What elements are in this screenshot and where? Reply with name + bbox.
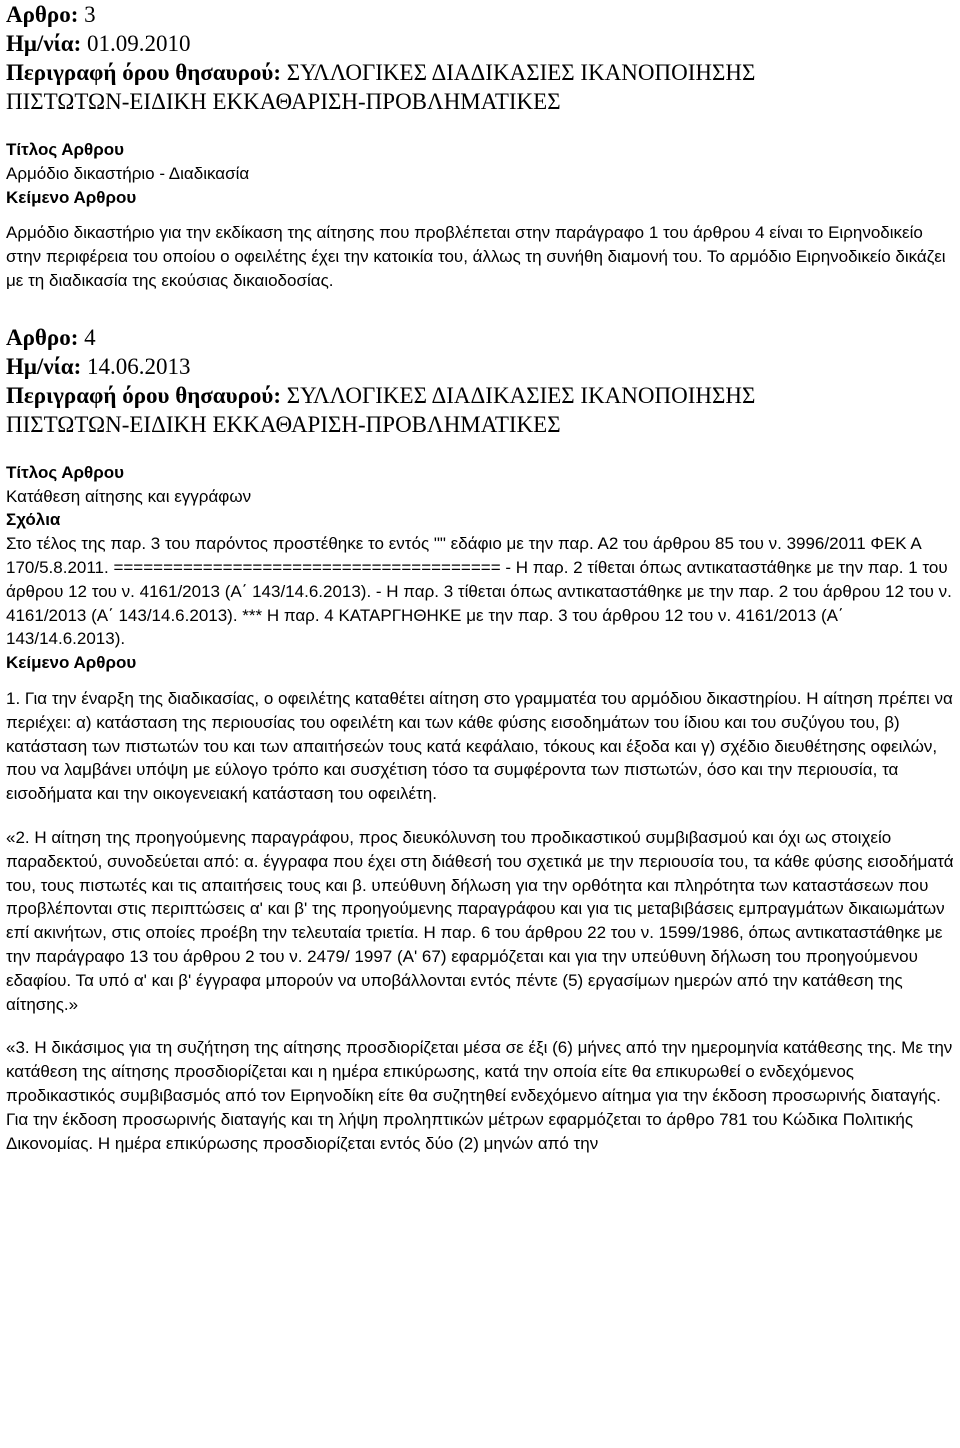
thesaurus-label: Περιγραφή όρου θησαυρού: — [6, 60, 281, 85]
article-3 — [6, 0, 954, 293]
article-title: Κατάθεση αίτησης και εγγράφων — [6, 486, 252, 506]
article-date-line — [6, 352, 954, 381]
article-comments: Στο τέλος της παρ. 3 του παρόντος προστέθηκε το εντός "" εδάφιο με την παρ. Α2 του άρθρου 85 του ν. 3996/2011 ΦΕΚ Α 170/5.8.2011. ======================================= - Η παρ. 2 τίθεται όπως αντικαταστάθηκε με την παρ. 1 του άρθρου 12 του ν. 4161/2013 (Α΄ 143/14.6.2013). - Η παρ. 3 τίθεται όπως αντικαταστάθηκε με την παρ. 2 του άρθρου 12 του ν. 4161/2013 (Α΄ 143/14.6.2013). *** Η παρ. 4 ΚΑΤΑΡΓΗΘΗΚΕ με την παρ. 3 του άρθρου 12 του ν. 4161/2013 (Α΄ 143/14.6.2013). — [6, 534, 952, 649]
article-label: Αρθρο: — [6, 2, 79, 27]
article-date: 14.06.2013 — [86, 353, 191, 379]
article-date-line — [6, 29, 954, 58]
thesaurus-term — [6, 58, 954, 116]
article-4 — [6, 323, 954, 1156]
text-heading: Κείμενο Αρθρου — [6, 187, 137, 207]
article-label: Αρθρο: — [6, 324, 79, 350]
article-number: 3 — [84, 2, 96, 27]
title-heading: Τίτλος Αρθρου — [6, 462, 125, 482]
thesaurus-term-line-1: ΣΥΛΛΟΓΙΚΕΣ ΔΙΑΔΙΚΑΣΙΕΣ ΙΚΑΝΟΠΟΙΗΣΗΣ — [286, 382, 756, 408]
thesaurus-term-line-1: ΣΥΛΛΟΓΙΚΕΣ ΔΙΑΔΙΚΑΣΙΕΣ ΙΚΑΝΟΠΟΙΗΣΗΣ — [286, 60, 756, 85]
date-label: Ημ/νία: — [6, 31, 82, 56]
article-text-paragraph-2: «2. Η αίτηση της προηγούμενης παραγράφου, προς διευκόλυνση του προδικαστικού συμβιβασμού και όχι ως στοιχείο παραδεκτού, συνοδεύεται από: α. έγγραφα που έχει στη διάθεσή του σχετικά με την περιουσία του, τα κάθε φύσης εισοδήματά του, τους πιστωτές και τις απαιτήσεις τους και β. υπεύθυνη δήλωση για την ορθότητα και πληρότητα των καταστάσεων που προβλέπονται στις περιπτώσεις α' και β' της προηγούμενης παραγράφου και για τις μεταβιβάσεις εμπραγμάτων δικαιωμάτων επί ακινήτων, στις οποίες προέβη την τελευταία τριετία. Η παρ. 6 του άρθρου 22 του ν. 1599/1986, όπως αντικαταστάθηκε με την παράγραφο 13 του άρθρου 2 του ν. 2479/ 1997 (Α' 67) εφαρμόζεται και για την υπεύθυνη δήλωση του προηγούμενου εδαφίου. Τα υπό α' και β' έγγραφα μπορούν να υποβάλλονται εντός πέντε (5) εργασίμων ημερών από την κατάθεση της αίτησης.» — [6, 827, 954, 1014]
article-number-line — [6, 0, 954, 29]
article-text-paragraph-3: «3. Η δικάσιμος για τη συζήτηση της αίτησης προσδιορίζεται μέσα σε έξι (6) μήνες από την ημερομηνία κατάθεσης της. Με την κατάθεση της αίτησης προσδιορίζεται και η ημέρα επικύρωσης, κατά την οποία είτε θα επικυρωθεί ο ενδεχόμενος προδικαστικός συμβιβασμός από τον Ειρηνοδίκη είτε θα συζητηθεί ενδεχόμενο αίτημα για την έκδοση προσωρινής διαταγής. Για την έκδοση προσωρινής διαταγής και τη λήψη προληπτικών μέτρων εφαρμόζεται το άρθρο 781 του Κώδικα Πολιτικής Δικονομίας. Η ημέρα επικύρωσης προσδιορίζεται εντός δύο (2) μηνών από την — [6, 1038, 953, 1153]
thesaurus-label: Περιγραφή όρου θησαυρού: — [6, 382, 281, 408]
article-date: 01.09.2010 — [86, 31, 191, 56]
thesaurus-term-line-2: ΠΙΣΤΩΤΩΝ-ΕΙΔΙΚΗ ΕΚΚΑΘΑΡΙΣΗ-ΠΡΟΒΛΗΜΑΤΙΚΕΣ — [6, 411, 561, 437]
date-label: Ημ/νία: — [6, 353, 82, 379]
thesaurus-term — [6, 381, 954, 439]
article-text-paragraph: Αρμόδιο δικαστήριο για την εκδίκαση της αίτησης που προβλέπεται στην παράγραφο 1 του άρθρου 4 είναι το Ειρηνοδικείο στην περιφέρεια του οποίου ο οφειλέτης έχει την κατοικία του, άλλως τη συνήθη διαμονή του. Το αρμόδιο Ειρηνοδικείο δικάζει με τη διαδικασία της εκούσιας δικαιοδοσίας. — [6, 223, 946, 290]
article-number: 4 — [84, 324, 96, 350]
comments-heading: Σχόλια — [6, 510, 61, 530]
article-number-line — [6, 323, 954, 352]
article-text-paragraph-1: 1. Για την έναρξη της διαδικασίας, ο οφειλέτης καταθέτει αίτηση στο γραμματέα του αρμόδιου δικαστηρίου. Η αίτηση πρέπει να περιέχει: α) κατάσταση της περιουσίας του οφειλέτη και των κάθε φύσης εισοδημάτων του ίδιου και του συζύγου του, β) κατάσταση των πιστωτών του και των απαιτήσεών τους κατά κεφάλαιο, τόκους και έξοδα και γ) σχέδιο διευθέτησης οφειλών, που να λαμβάνει υπόψη με εύλογο τρόπο και συσχέτιση τόσο τα συμφέροντα των πιστωτών, όσο και την περιουσία, τα εισοδήματα και την οικογενειακή κατάσταση του οφειλέτη. — [6, 688, 953, 804]
article-title: Αρμόδιο δικαστήριο - Διαδικασία — [6, 163, 250, 183]
thesaurus-term-line-2: ΠΙΣΤΩΤΩΝ-ΕΙΔΙΚΗ ΕΚΚΑΘΑΡΙΣΗ-ΠΡΟΒΛΗΜΑΤΙΚΕΣ — [6, 89, 561, 114]
text-heading: Κείμενο Αρθρου — [6, 653, 137, 673]
title-heading: Τίτλος Αρθρου — [6, 140, 125, 159]
